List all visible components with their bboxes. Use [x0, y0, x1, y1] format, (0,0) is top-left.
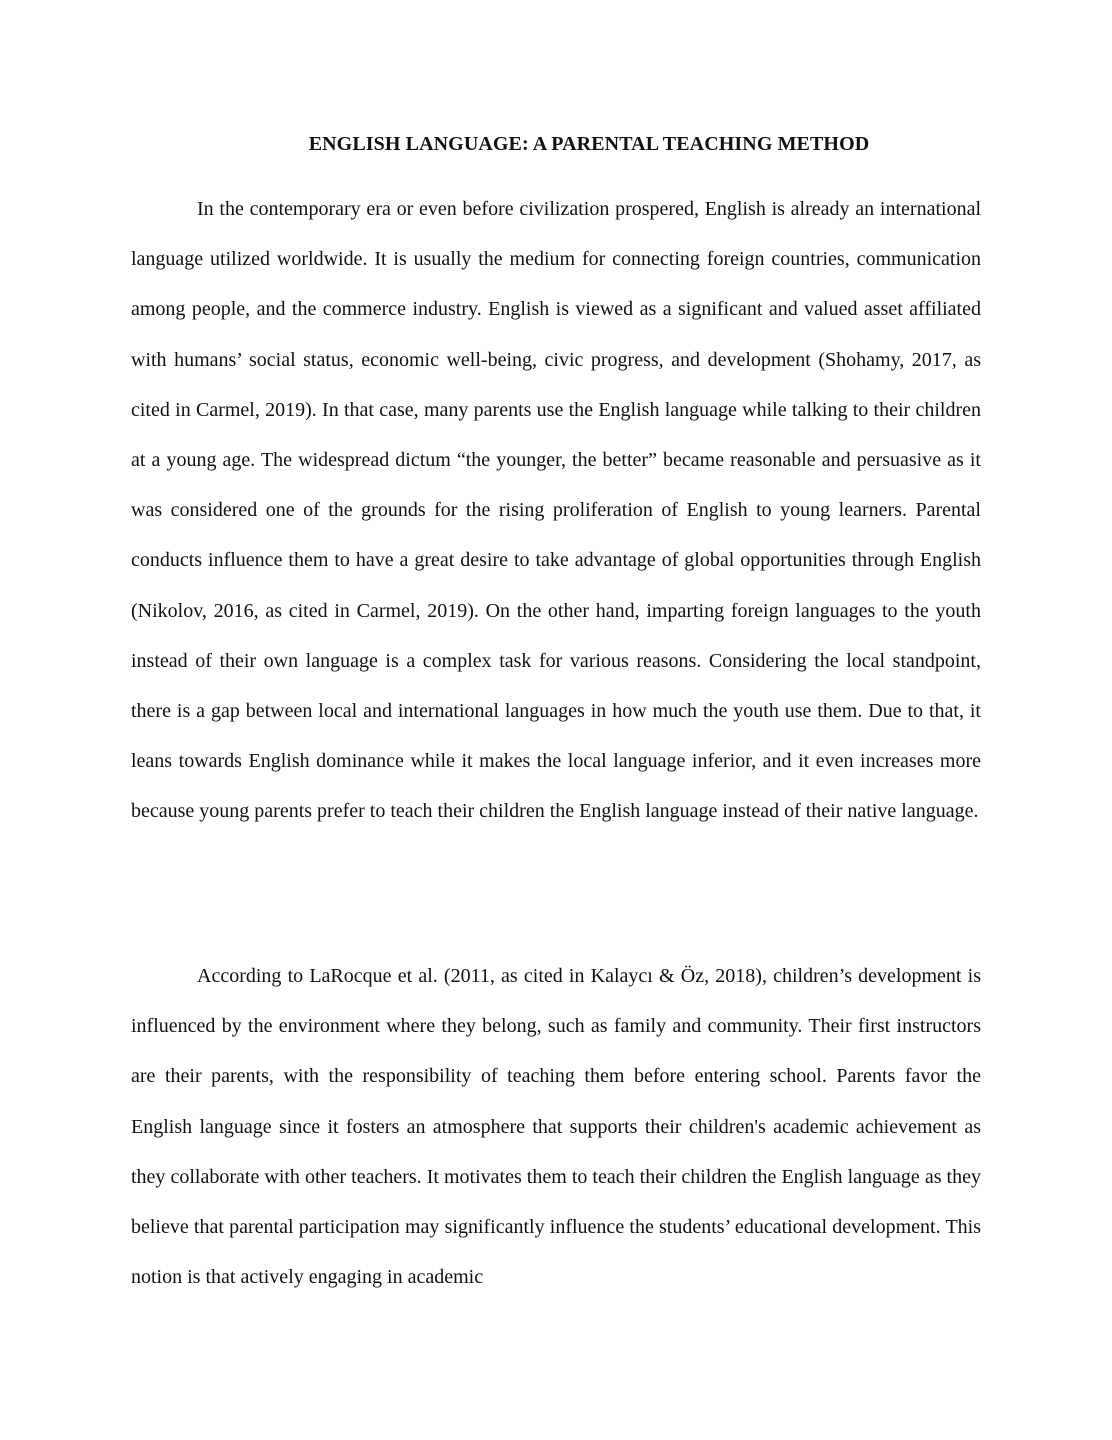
paragraph-2-block — [131, 951, 981, 1302]
paragraph-1-block — [131, 184, 981, 837]
paragraph-1: In the contemporary era or even before civilization prospered, English is already an international language utilized worldwide. It is usually the medium for connecting foreign countries, communication among people, and the commerce industry. English is viewed as a significant and valued asset affiliated with humans’ social status, economic well-being, civic progress, and development (Shohamy, 2017, as cited in Carmel, 2019). In that case, many parents use the English language while talking to their children at a young age. The widespread dictum “the younger, the better” became reasonable and persuasive as it was considered one of the grounds for the rising proliferation of English to young learners. Parental conducts influence them to have a great desire to take advantage of global opportunities through English (Nikolov, 2016, as cited in Carmel, 2019). On the other hand, imparting foreign languages to the youth instead of their own language is a complex task for various reasons. Considering the local standpoint, there is a gap between local and international languages in how much the youth use them. Due to that, it leans towards English dominance while it makes the local language inferior, and it even increases more because young parents prefer to teach their children the English language instead of their native language. — [131, 198, 981, 823]
document-title: ENGLISH LANGUAGE: A PARENTAL TEACHING METHOD — [308, 133, 870, 155]
paragraph-2: According to LaRocque et al. (2011, as cited in Kalaycı & Öz, 2018), children’s development is influenced by the environment where they belong, such as family and community. Their first instructors are their parents, with the responsibility of teaching them before entering school. Parents favor the English language since it fosters an atmosphere that supports their children's academic achievement as they collaborate with other teachers. It motivates them to teach their children the English language as they believe that parental participation may significantly influence the students’ educational development. This notion is that actively engaging in academic — [131, 965, 981, 1289]
